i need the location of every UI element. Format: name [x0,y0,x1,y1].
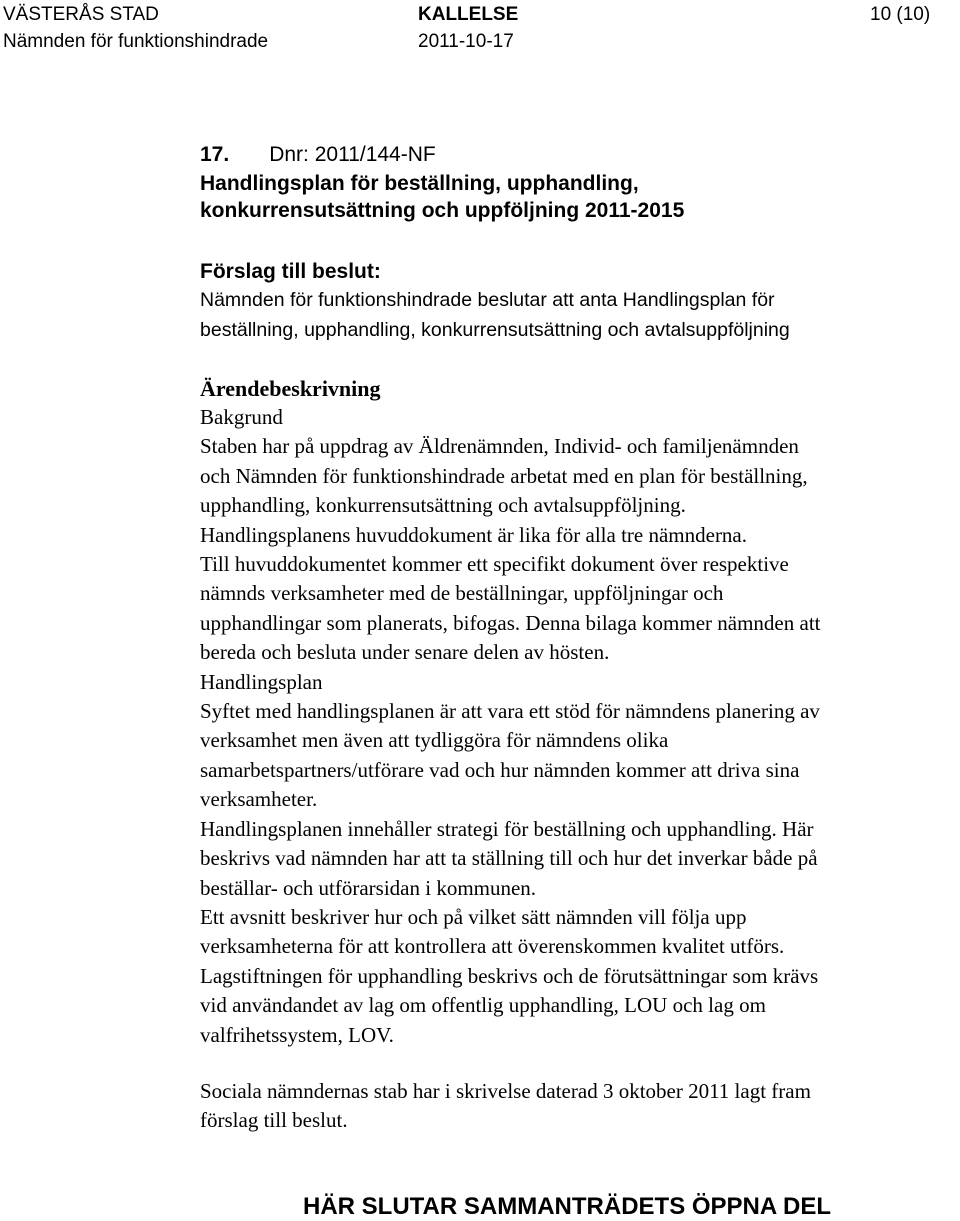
description-line: Till huvuddokumentet kommer ett specifikt dokument över respektive [200,552,789,577]
description-line: bereda och besluta under senare delen av hösten. [200,640,610,665]
description-line: Ett avsnitt beskriver hur och på vilket sätt nämnden vill följa upp [200,904,747,929]
item-number: 17. [200,143,230,166]
description-line: verksamheterna för att kontrollera att överenskommen kvalitet utförs. [200,934,785,959]
description-line: valfrihetssystem, LOV. [200,1022,394,1047]
description-line: Handlingsplanen innehåller strategi för beställning och upphandling. Här [200,816,814,841]
open-session-end-notice: HÄR SLUTAR SAMMANTRÄDETS ÖPPNA DEL [303,1193,831,1220]
proposal-heading: Förslag till beslut: [200,260,381,283]
description-line: upphandlingar som planerats, bifogas. Denna bilaga kommer nämnden att [200,610,821,635]
description-line: vid användandet av lag om offentlig upphandling, LOU och lag om [200,993,766,1018]
description-line: upphandling, konkurrensutsättning och avtalsuppföljning. [200,493,686,518]
header-doc-type: KALLELSE [418,4,519,25]
header-page-number: 10 (10) [870,4,931,25]
closing-paragraph [200,1077,811,1136]
description-line: beskrivs vad nämnden har att ta ställning till och hur det inverkar både på [200,846,818,871]
closing-line: Sociala nämndernas stab har i skrivelse daterad 3 oktober 2011 lagt fram [200,1079,811,1103]
item-title-line: Handlingsplan för beställning, upphandling, [200,172,639,195]
proposal-line: Nämnden för funktionshindrade beslutar att anta Handlingsplan för [200,289,775,311]
description-heading: Ärendebeskrivning [200,376,381,401]
description-line: Handlingsplanens huvuddokument är lika för alla tre nämnderna. [200,522,748,547]
item-title-line: konkurrensutsättning och uppföljning 2011-2015 [200,199,685,222]
description-line: och Nämnden för funktionshindrade arbetat med en plan för beställning, [200,463,808,488]
description-line: nämnds verksamheter med de beställningar, uppföljningar och [200,581,724,606]
header-date: 2011-10-17 [418,31,514,52]
header-committee: Nämnden för funktionshindrade [3,31,269,52]
description-line: beställar- och utförarsidan i kommunen. [200,875,537,900]
description-line: Lagstiftningen för upphandling beskrivs och de förutsättningar som krävs [200,963,819,988]
item-heading [200,141,436,168]
description-line: Staben har på uppdrag av Äldrenämnden, Individ- och familjenämnden [200,434,799,459]
header-org: VÄSTERÅS STAD [3,4,159,25]
closing-line: förslag till beslut. [200,1108,348,1133]
description-line: Bakgrund [200,405,283,429]
item-dnr: Dnr: 2011/144-NF [269,143,436,166]
description-line: verksamheter. [200,787,318,812]
description-line: Handlingsplan [200,669,323,694]
proposal-line: beställning, upphandling, konkurrensutsättning och avtalsuppföljning [200,319,790,341]
item-title [200,170,684,224]
description-section [200,375,821,1050]
description-line: verksamhet men även att tydliggöra för nämndens olika [200,728,669,753]
description-line: Syftet med handlingsplanen är att vara ett stöd för nämndens planering av [200,699,820,724]
description-line: samarbetspartners/utförare vad och hur nämnden kommer att driva sina [200,757,800,782]
description-body [200,403,821,1050]
proposal-section [200,259,790,345]
